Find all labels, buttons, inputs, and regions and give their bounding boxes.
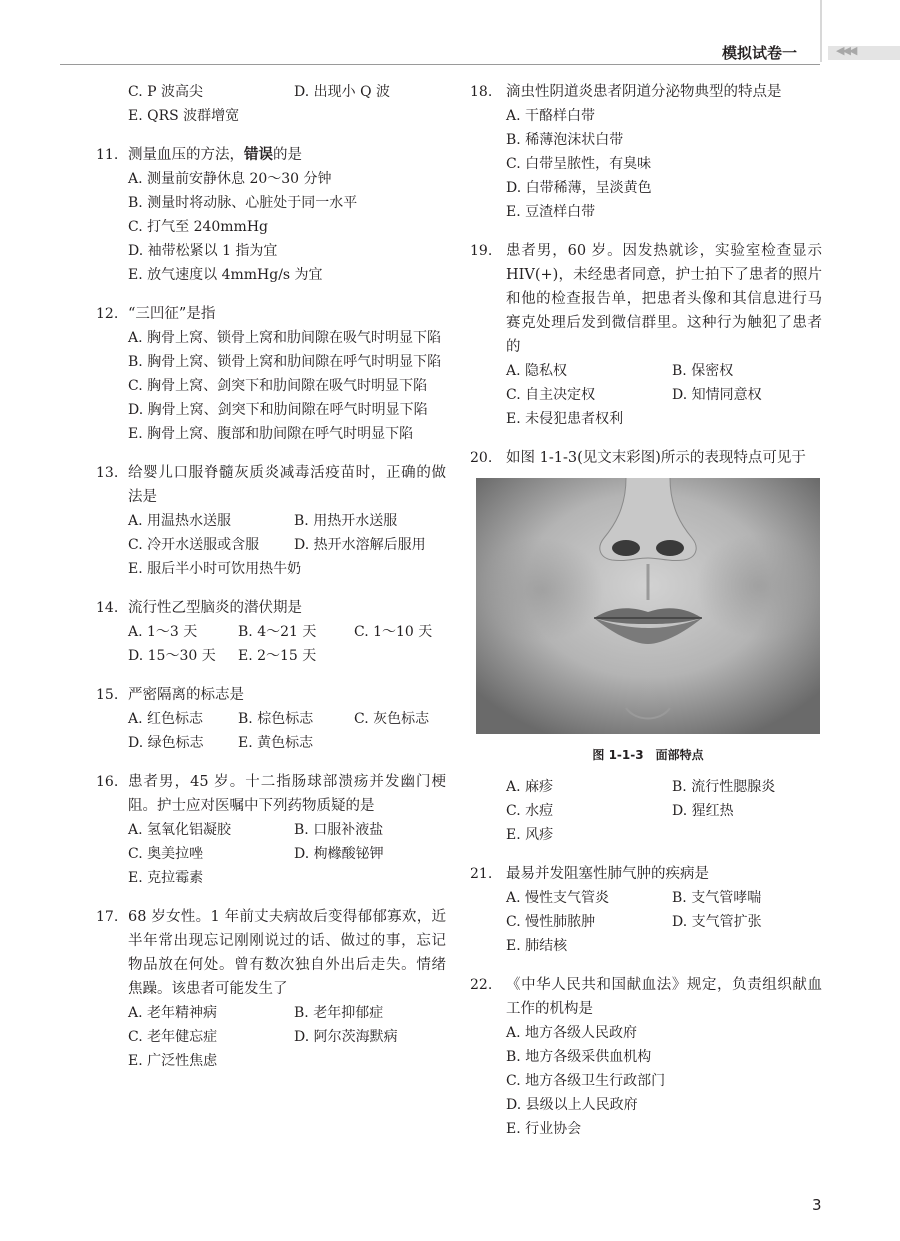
option-c: C. 慢性肺脓肿 <box>506 914 596 930</box>
option-d: D. 袖带松紧以 1 指为宜 <box>128 243 278 259</box>
question-22 <box>470 973 822 1141</box>
option-a: A. 干酪样白带 <box>506 108 596 124</box>
question-number: 17. <box>96 909 119 925</box>
question-14 <box>96 596 446 668</box>
option-b: B. 流行性腮腺炎 <box>672 779 776 795</box>
option-e: E. 广泛性焦虑 <box>128 1053 218 1069</box>
option-c: C. 自主决定权 <box>506 387 596 403</box>
question-19 <box>470 239 822 431</box>
option-a: A. 地方各级人民政府 <box>506 1025 638 1041</box>
question-stem: “三凹征”是指 <box>128 306 216 322</box>
right-column <box>470 80 822 1156</box>
option-a: A. 胸骨上窝、锁骨上窝和肋间隙在吸气时明显下陷 <box>128 330 442 346</box>
question-stem: 严密隔离的标志是 <box>128 687 244 703</box>
option-d: D. 胸骨上窝、剑突下和肋间隙在呼气时明显下陷 <box>128 402 428 418</box>
option-c: C. 冷开水送服或含服 <box>128 537 260 553</box>
question-stem: 68 岁女性。1 年前丈夫病故后变得郁郁寡欢，近半年常出现忘记刚刚说过的话、做过的事，忘记物品放在何处。曾有数次独自外出后走失。情绪焦躁。该患者可能发生了 <box>128 909 446 997</box>
option-e: E. QRS 波群增宽 <box>128 108 240 124</box>
option-d: D. 热开水溶解后服用 <box>294 537 426 553</box>
option-c: C. 老年健忘症 <box>128 1029 218 1045</box>
question-17 <box>96 905 446 1073</box>
question-number: 14. <box>96 600 119 616</box>
question-12 <box>96 302 446 446</box>
question-20 <box>470 446 822 847</box>
option-c: C. 奥美拉唑 <box>128 846 204 862</box>
option-d: D. 县级以上人民政府 <box>506 1097 638 1113</box>
figure-caption: 图 1-1-3 面部特点 <box>592 748 704 762</box>
option-a: A. 氢氧化铝凝胶 <box>128 822 232 838</box>
option-d: D. 枸橼酸铋钾 <box>294 846 384 862</box>
option-b: B. 地方各级采供血机构 <box>506 1049 652 1065</box>
header-rule <box>60 64 820 65</box>
question-stem: 如图 1-1-3(见文末彩图)所示的表现特点可见于 <box>506 450 806 466</box>
running-header-title: 模拟试卷一 <box>722 44 798 62</box>
header-vertical-bar <box>820 0 822 62</box>
question-number: 15. <box>96 687 119 703</box>
option-e: E. 2～15 天 <box>238 648 317 664</box>
question-number: 18. <box>470 84 493 100</box>
question-16 <box>96 770 446 890</box>
option-a: A. 老年精神病 <box>128 1005 218 1021</box>
option-e: E. 放气速度以 4mmHg/s 为宜 <box>128 267 323 283</box>
option-d: D. 15～30 天 <box>128 648 216 664</box>
page-number: 3 <box>812 1196 822 1214</box>
option-b: B. 棕色标志 <box>238 711 314 727</box>
question-number: 11. <box>96 147 119 163</box>
option-b: B. 胸骨上窝、锁骨上窝和肋间隙在呼气时明显下陷 <box>128 354 442 370</box>
option-a: A. 慢性支气管炎 <box>506 890 610 906</box>
option-b: B. 稀薄泡沫状白带 <box>506 132 624 148</box>
question-number: 19. <box>470 243 493 259</box>
option-c: C. 白带呈脓性，有臭味 <box>506 156 652 172</box>
option-c: C. 胸骨上窝、剑突下和肋间隙在吸气时明显下陷 <box>128 378 428 394</box>
option-e: E. 胸骨上窝、腹部和肋间隙在呼气时明显下陷 <box>128 426 414 442</box>
option-d: D. 出现小 Q 波 <box>294 84 391 100</box>
option-e: E. 服后半小时可饮用热牛奶 <box>128 561 302 577</box>
question-stem: 患者男，60 岁。因发热就诊，实验室检查显示 HIV(+)，未经患者同意，护士拍下了患者的照片和他的检查报告单，把患者头像和其信息进行马赛克处理后发到微信群里。这种行为触犯了患者的 <box>506 243 822 355</box>
option-b: B. 老年抑郁症 <box>294 1005 384 1021</box>
question-13 <box>96 461 446 581</box>
option-e: E. 未侵犯患者权利 <box>506 411 624 427</box>
question-stem: 滴虫性阴道炎患者阴道分泌物典型的特点是 <box>506 84 782 100</box>
option-b: B. 测量时将动脉、心脏处于同一水平 <box>128 195 358 211</box>
option-e: E. 肺结核 <box>506 938 568 954</box>
question-stem: 《中华人民共和国献血法》规定，负责组织献血工作的机构是 <box>506 977 822 1017</box>
face-photo <box>476 478 820 734</box>
option-d: D. 支气管扩张 <box>672 914 762 930</box>
left-column <box>96 80 446 1088</box>
question-15 <box>96 683 446 755</box>
question-number: 21. <box>470 866 493 882</box>
question-number: 13. <box>96 465 119 481</box>
option-c: C. 1～10 天 <box>354 624 433 640</box>
option-a: A. 1～3 天 <box>128 624 198 640</box>
option-d: D. 阿尔茨海默病 <box>294 1029 398 1045</box>
option-b: B. 用热开水送服 <box>294 513 398 529</box>
question-number: 12. <box>96 306 119 322</box>
option-c: C. P 波高尖 <box>128 84 203 100</box>
option-d: D. 白带稀薄，呈淡黄色 <box>506 180 652 196</box>
question-18 <box>470 80 822 224</box>
option-e: E. 黄色标志 <box>238 735 314 751</box>
option-b: B. 口服补液盐 <box>294 822 384 838</box>
option-a: A. 用温热水送服 <box>128 513 232 529</box>
option-c: C. 打气至 240mmHg <box>128 219 269 235</box>
option-d: D. 猩红热 <box>672 803 734 819</box>
option-e: E. 风疹 <box>506 827 554 843</box>
question-stem: 给婴儿口服脊髓灰质炎减毒活疫苗时，正确的做法是 <box>128 465 446 505</box>
option-d: D. 知情同意权 <box>672 387 762 403</box>
question-number: 22. <box>470 977 493 993</box>
option-a: A. 红色标志 <box>128 711 204 727</box>
question-number: 20. <box>470 450 493 466</box>
face-photo-illustration <box>476 478 820 734</box>
option-d: D. 绿色标志 <box>128 735 204 751</box>
header-arrow-band <box>828 46 900 60</box>
option-b: B. 4～21 天 <box>238 624 317 640</box>
option-e: E. 行业协会 <box>506 1121 582 1137</box>
option-b: B. 支气管哮喘 <box>672 890 762 906</box>
emphasis-wrong: 错误 <box>244 146 273 163</box>
question-stem: 最易并发阻塞性肺气肿的疾病是 <box>506 866 709 882</box>
question-11 <box>96 143 446 287</box>
option-c: C. 地方各级卫生行政部门 <box>506 1073 666 1089</box>
option-a: A. 麻疹 <box>506 779 554 795</box>
double-arrow-icon: ◀◀◀ <box>836 44 856 57</box>
question-stem: 流行性乙型脑炎的潜伏期是 <box>128 600 302 616</box>
option-e: E. 豆渣样白带 <box>506 204 596 220</box>
option-b: B. 保密权 <box>672 363 734 379</box>
question-stem: 测量血压的方法，错误的是 <box>128 146 302 163</box>
option-e: E. 克拉霉素 <box>128 870 204 886</box>
option-c: C. 水痘 <box>506 803 554 819</box>
option-a: A. 测量前安静休息 20～30 分钟 <box>128 171 332 187</box>
question-21 <box>470 862 822 958</box>
question-10-continued <box>96 80 446 128</box>
option-c: C. 灰色标志 <box>354 711 430 727</box>
question-stem: 患者男，45 岁。十二指肠球部溃疡并发幽门梗阻。护士应对医嘱中下列药物质疑的是 <box>128 774 446 814</box>
option-a: A. 隐私权 <box>506 363 568 379</box>
question-number: 16. <box>96 774 119 790</box>
